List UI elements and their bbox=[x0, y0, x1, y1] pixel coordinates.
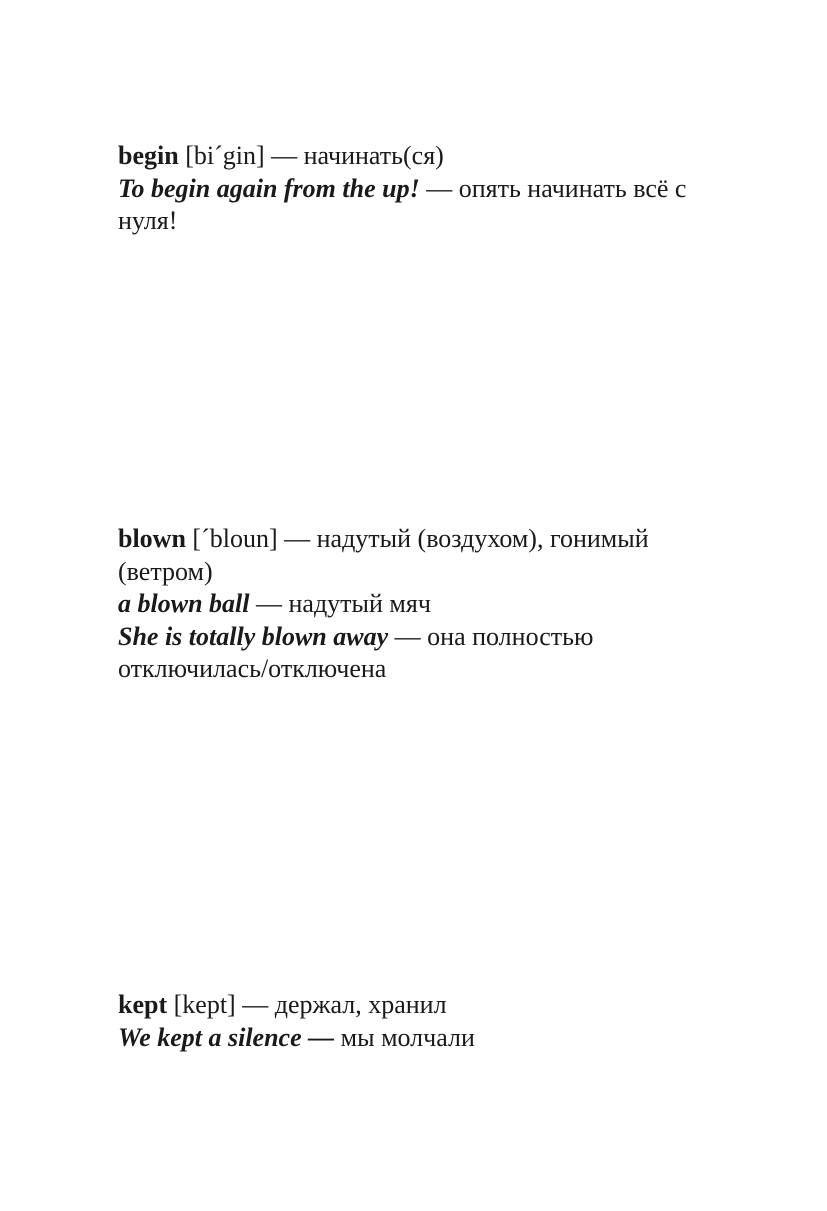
headword: blown bbox=[118, 524, 186, 553]
example-line bbox=[118, 588, 718, 621]
example-translation: мы молчали bbox=[334, 1022, 475, 1052]
translation: — надутый (воздухом), гонимый (ветром) bbox=[118, 524, 649, 586]
dictionary-entry-blown bbox=[118, 523, 718, 686]
transcription: [bi´gin] bbox=[185, 141, 265, 170]
entry-definition-line bbox=[118, 140, 718, 173]
example-translation: — она полностью отключилась/отключена bbox=[118, 621, 594, 683]
example-phrase: We kept a silence — bbox=[118, 1022, 335, 1052]
entry-definition-line bbox=[118, 989, 718, 1022]
dictionary-entry-begin bbox=[118, 140, 718, 238]
example-phrase: a blown ball bbox=[118, 589, 250, 618]
transcription: [kept] bbox=[173, 990, 236, 1019]
dictionary-entry-kept bbox=[118, 989, 718, 1054]
translation: — держал, хранил bbox=[235, 990, 447, 1019]
translation: — начинать(ся) bbox=[264, 141, 444, 170]
entry-definition-line bbox=[118, 523, 718, 588]
example-translation: — надутый мяч bbox=[249, 589, 431, 618]
example-line bbox=[118, 1022, 718, 1055]
example-line bbox=[118, 621, 718, 686]
example-phrase: She is totally blown away bbox=[118, 621, 389, 651]
headword: kept bbox=[118, 990, 168, 1019]
example-translation: — опять начинать всё с нуля! bbox=[118, 173, 687, 235]
transcription: [´bloun] bbox=[192, 524, 278, 553]
example-phrase: To begin again from the up! bbox=[118, 173, 420, 203]
headword: begin bbox=[118, 141, 179, 170]
example-line bbox=[118, 173, 718, 238]
